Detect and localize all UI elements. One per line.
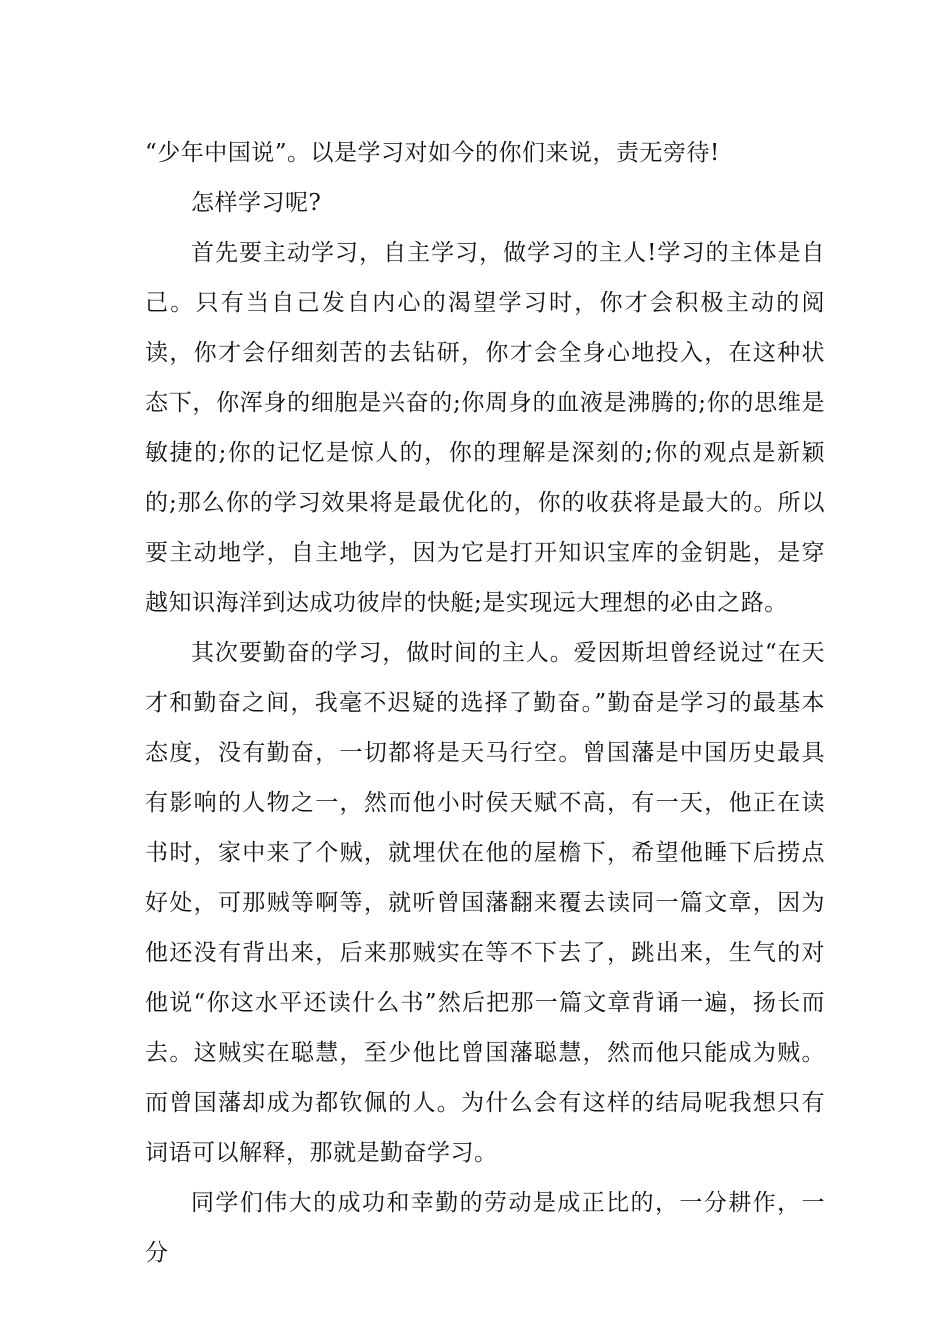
document-body bbox=[145, 128, 825, 1278]
paragraph-question: 怎样学习呢? bbox=[191, 190, 322, 216]
paragraph-hard-work: 同学们伟大的成功和幸勤的劳动是成正比的，一分耕作，一分 bbox=[145, 1190, 825, 1266]
paragraph-diligent-learning: 其次要勤奋的学习，做时间的主人。爱因斯坦曾经说过“在天才和勤奋之间，我毫不迟疑的选择了勤奋。”勤奋是学习的最基本态度，没有勤奋，一切都将是天马行空。曾国藩是中国历史最具有影响的人物之一，然而他小时侯天赋不高，有一天，他正在读书时，家中来了个贼，就埋伏在他的屋檐下，希望他睡下后捞点好处，可那贼等啊等，就听曾国藩翻来覆去读同一篇文章，因为他还没有背出来，后来那贼实在等不下去了，跳出来，生气的对他说“你这水平还读什么书”然后把那一篇文章背诵一遍，扬长而去。这贼实在聪慧，至少他比曾国藩聪慧，然而他只能成为贼。而曾国藩却成为都钦佩的人。为什么会有这样的结局呢我想只有词语可以解释，那就是勤奋学习。 bbox=[145, 640, 825, 1166]
paragraph-continuation: “少年中国说”。以是学习对如今的你们来说，责无旁待! bbox=[145, 140, 720, 166]
paragraph-active-learning: 首先要主动学习，自主学习，做学习的主人!学习的主体是自己。只有当自己发自内心的渴望学习时，你才会积极主动的阅读，你才会仔细刻苦的去钻研，你才会全身心地投入，在这种状态下，你浑身的细胞是兴奋的;你周身的血液是沸腾的;你的思维是敏捷的;你的记忆是惊人的，你的理解是深刻的;你的观点是新颖的;那么你的学习效果将是最优化的，你的收获将是最大的。所以要主动地学，自主地学，因为它是打开知识宝库的金钥匙，是穿越知识海洋到达成功彼岸的快艇;是实现远大理想的必由之路。 bbox=[145, 240, 825, 616]
